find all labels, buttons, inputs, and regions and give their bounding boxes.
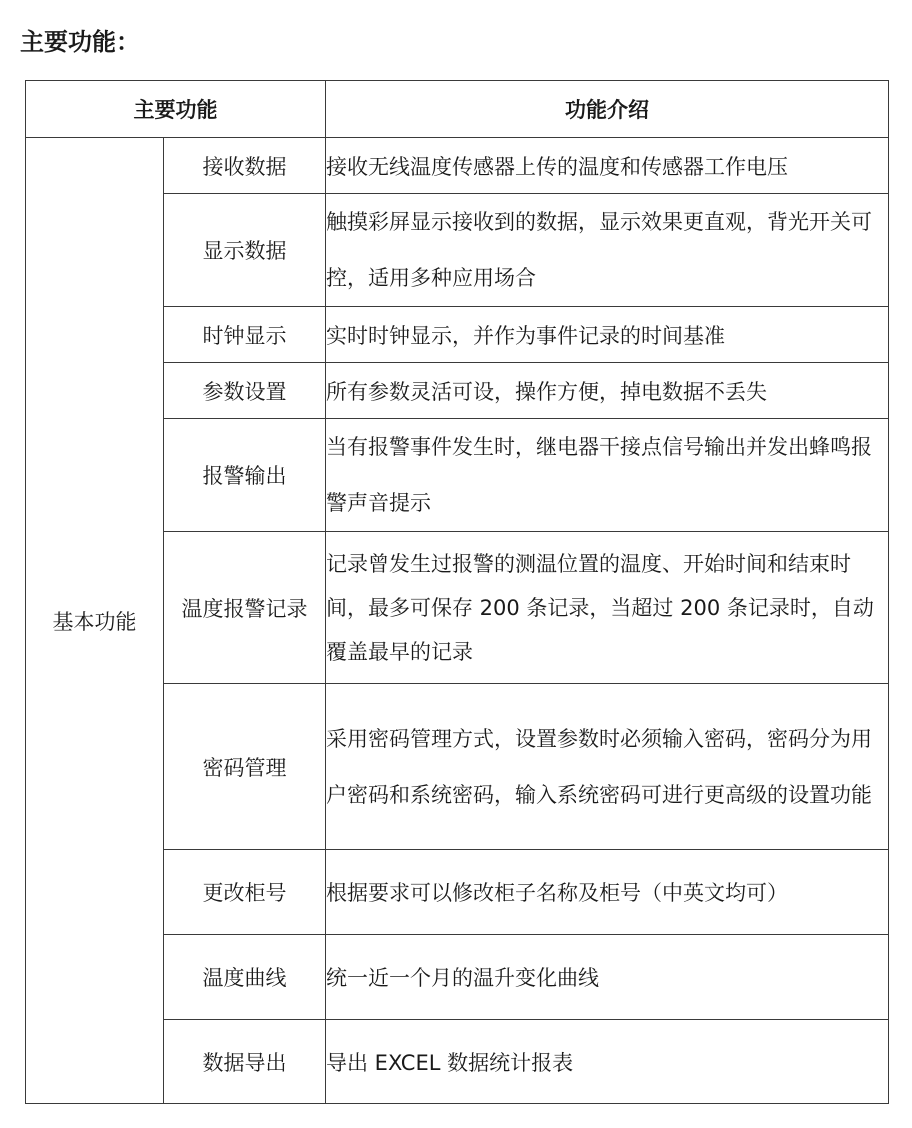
feature-name: 参数设置: [164, 363, 326, 419]
feature-desc: 触摸彩屏显示接收到的数据，显示效果更直观，背光开关可控，适用多种应用场合: [326, 194, 889, 307]
feature-name: 密码管理: [164, 684, 326, 850]
feature-name: 时钟显示: [164, 307, 326, 363]
category-cell: 基本功能: [26, 138, 164, 1104]
feature-desc: 当有报警事件发生时，继电器干接点信号输出并发出蜂鸣报警声音提示: [326, 419, 889, 532]
feature-name: 显示数据: [164, 194, 326, 307]
feature-desc: 记录曾发生过报警的测温位置的温度、开始时间和结束时间，最多可保存 200 条记录，当超过 200 条记录时，自动覆盖最早的记录: [326, 532, 889, 684]
feature-name: 更改柜号: [164, 850, 326, 935]
feature-name: 温度曲线: [164, 935, 326, 1020]
feature-desc: 导出 EXCEL 数据统计报表: [326, 1020, 889, 1104]
feature-desc: 接收无线温度传感器上传的温度和传感器工作电压: [326, 138, 889, 194]
table-header-row: [26, 81, 889, 138]
feature-desc: 所有参数灵活可设，操作方便，掉电数据不丢失: [326, 363, 889, 419]
feature-name: 温度报警记录: [164, 532, 326, 684]
feature-name: 接收数据: [164, 138, 326, 194]
feature-table: [25, 80, 889, 1104]
feature-name: 报警输出: [164, 419, 326, 532]
feature-desc: 根据要求可以修改柜子名称及柜号（中英文均可）: [326, 850, 889, 935]
table-row: [26, 138, 889, 194]
feature-desc: 实时时钟显示，并作为事件记录的时间基准: [326, 307, 889, 363]
feature-desc: 采用密码管理方式，设置参数时必须输入密码，密码分为用户密码和系统密码，输入系统密码可进行更高级的设置功能: [326, 684, 889, 850]
feature-desc: 统一近一个月的温升变化曲线: [326, 935, 889, 1020]
header-feature: 主要功能: [26, 81, 326, 138]
header-intro: 功能介绍: [326, 81, 889, 138]
section-heading: 主要功能：: [20, 28, 140, 56]
feature-name: 数据导出: [164, 1020, 326, 1104]
